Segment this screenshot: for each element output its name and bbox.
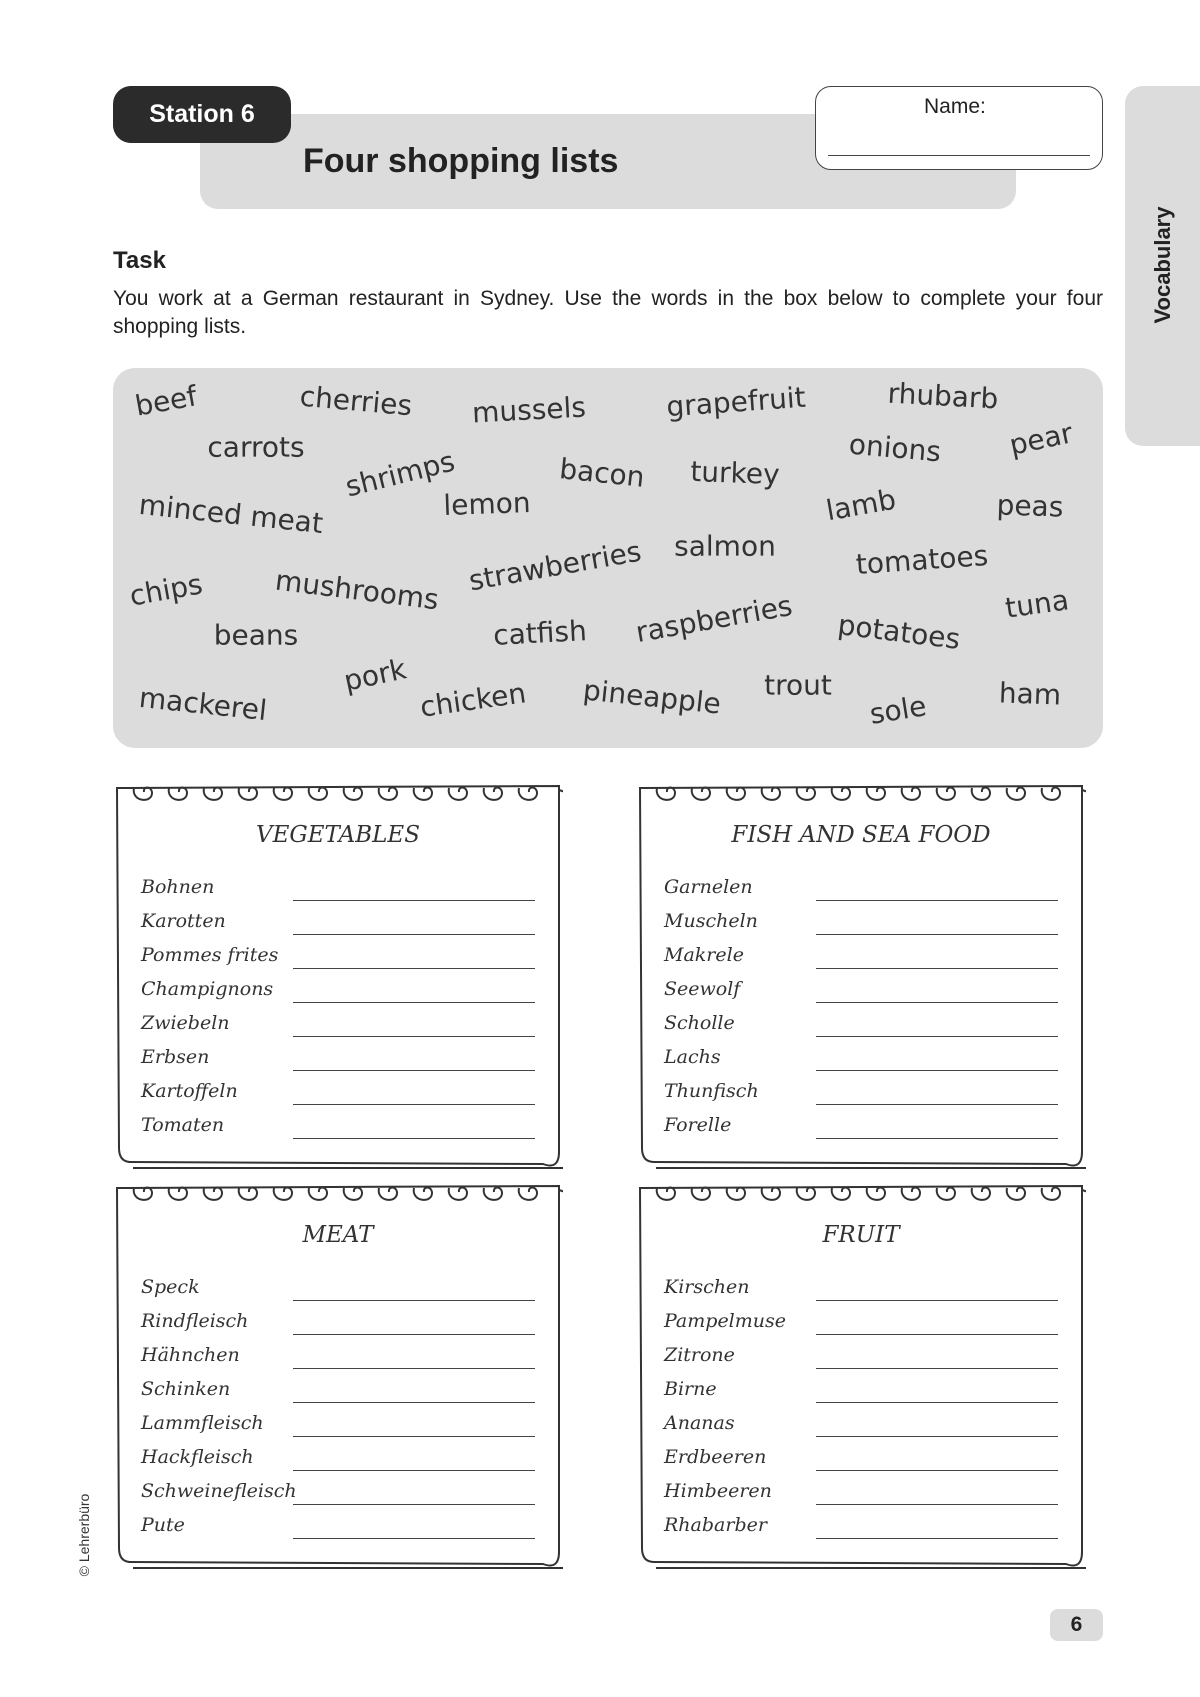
answer-line[interactable] <box>293 1504 535 1505</box>
answer-line[interactable] <box>816 1538 1058 1539</box>
list-word: Schweinefleisch <box>141 1480 297 1502</box>
word-item: mussels <box>471 390 587 430</box>
list-row[interactable] <box>141 978 535 1008</box>
word-item: shrimps <box>342 444 458 504</box>
answer-line[interactable] <box>816 1104 1058 1105</box>
list-word: Makrele <box>664 944 744 966</box>
word-item: onions <box>847 427 943 469</box>
list-row[interactable] <box>664 1080 1058 1110</box>
list-word: Seewolf <box>664 978 741 1000</box>
list-word: Kartoffeln <box>141 1080 238 1102</box>
word-item: strawberries <box>466 534 644 598</box>
list-row[interactable] <box>664 944 1058 974</box>
list-row[interactable] <box>664 1480 1058 1510</box>
answer-line[interactable] <box>293 1538 535 1539</box>
word-item: carrots <box>207 430 305 464</box>
list-word: Pute <box>141 1514 185 1536</box>
answer-line[interactable] <box>816 1334 1058 1335</box>
list-word: Lammfleisch <box>141 1412 264 1434</box>
word-item: tomatoes <box>854 538 990 582</box>
list-word: Bohnen <box>141 876 215 898</box>
task-heading: Task <box>113 247 166 274</box>
list-word: Hähnchen <box>141 1344 240 1366</box>
list-word: Karotten <box>141 910 226 932</box>
word-item: turkey <box>689 454 781 492</box>
list-row[interactable] <box>141 1480 535 1510</box>
list-row[interactable] <box>141 1080 535 1110</box>
list-row[interactable] <box>664 1412 1058 1442</box>
answer-line[interactable] <box>293 1036 535 1037</box>
list-word: Lachs <box>664 1046 721 1068</box>
list-row[interactable] <box>664 1114 1058 1144</box>
list-row[interactable] <box>141 1276 535 1306</box>
list-title: MEAT <box>302 1222 374 1248</box>
task-text: You work at a German restaurant in Sydney. Use the words in the box below to complete your four shopping lists. <box>113 287 1103 338</box>
list-card-fruit <box>636 1180 1086 1570</box>
word-item: grapefruit <box>665 380 807 424</box>
word-item: cherries <box>298 379 414 423</box>
list-row[interactable] <box>664 1378 1058 1408</box>
list-row[interactable] <box>141 944 535 974</box>
answer-line[interactable] <box>816 1402 1058 1403</box>
list-word: Pampelmuse <box>664 1310 787 1332</box>
list-row[interactable] <box>664 978 1058 1008</box>
answer-line[interactable] <box>816 1002 1058 1003</box>
word-item: peas <box>996 488 1064 524</box>
word-item: bacon <box>557 452 647 494</box>
list-row[interactable] <box>664 1046 1058 1076</box>
list-card-vegetables <box>113 780 563 1170</box>
list-row[interactable] <box>664 1344 1058 1374</box>
word-item: raspberries <box>633 589 795 649</box>
list-word: Pommes frites <box>141 944 279 966</box>
name-box[interactable] <box>815 86 1103 170</box>
word-item: rhubarb <box>886 376 1000 416</box>
answer-line[interactable] <box>816 1436 1058 1437</box>
list-word: Tomaten <box>141 1114 225 1136</box>
list-row[interactable] <box>664 876 1058 906</box>
answer-line[interactable] <box>816 1368 1058 1369</box>
list-word: Hackfleisch <box>141 1446 254 1468</box>
list-row[interactable] <box>664 1310 1058 1340</box>
list-word: Garnelen <box>664 876 753 898</box>
answer-line[interactable] <box>293 1470 535 1471</box>
name-line[interactable] <box>828 155 1090 156</box>
answer-line[interactable] <box>293 1300 535 1301</box>
word-box <box>113 368 1103 748</box>
word-item: pear <box>1006 416 1076 462</box>
word-item: tuna <box>1003 583 1071 625</box>
answer-line[interactable] <box>293 1138 535 1139</box>
answer-line[interactable] <box>816 900 1058 901</box>
list-word: Muscheln <box>664 910 758 932</box>
list-row[interactable] <box>664 1012 1058 1042</box>
answer-line[interactable] <box>816 1470 1058 1471</box>
list-word: Scholle <box>664 1012 735 1034</box>
list-row[interactable] <box>141 1046 535 1076</box>
word-item: pork <box>340 652 410 698</box>
list-word: Erdbeeren <box>664 1446 767 1468</box>
answer-line[interactable] <box>816 1036 1058 1037</box>
answer-line[interactable] <box>816 1504 1058 1505</box>
list-row[interactable] <box>141 1310 535 1340</box>
answer-line[interactable] <box>293 1368 535 1369</box>
list-word: Birne <box>664 1378 717 1400</box>
list-word: Rhabarber <box>664 1514 767 1536</box>
list-row[interactable] <box>141 1378 535 1408</box>
list-card-fish <box>636 780 1086 1170</box>
answer-line[interactable] <box>816 1138 1058 1139</box>
word-item: ham <box>998 676 1062 712</box>
word-item: lemon <box>442 485 532 523</box>
list-row[interactable] <box>664 1446 1058 1476</box>
answer-line[interactable] <box>293 1402 535 1403</box>
answer-line[interactable] <box>293 1070 535 1071</box>
word-item: sole <box>867 689 929 731</box>
answer-line[interactable] <box>293 900 535 901</box>
list-word: Speck <box>141 1276 200 1298</box>
page-title: Four shopping lists <box>303 142 619 180</box>
list-row[interactable] <box>141 1114 535 1144</box>
answer-line[interactable] <box>293 1002 535 1003</box>
answer-line[interactable] <box>816 934 1058 935</box>
list-word: Kirschen <box>664 1276 750 1298</box>
name-label: Name: <box>924 95 986 118</box>
answer-line[interactable] <box>293 1104 535 1105</box>
list-word: Erbsen <box>141 1046 210 1068</box>
list-word: Zwiebeln <box>141 1012 230 1034</box>
word-item: beans <box>213 618 299 652</box>
station-badge: Station 6 <box>113 86 291 143</box>
list-word: Himbeeren <box>664 1480 772 1502</box>
word-item: beef <box>132 379 200 423</box>
word-item: minced meat <box>137 487 325 541</box>
answer-line[interactable] <box>816 968 1058 969</box>
list-row[interactable] <box>141 1344 535 1374</box>
list-title: FRUIT <box>822 1222 900 1248</box>
word-item: chips <box>127 567 205 613</box>
copyright: © Lehrerbüro <box>76 1493 92 1577</box>
list-row[interactable] <box>141 876 535 906</box>
list-row[interactable] <box>141 1446 535 1476</box>
answer-line[interactable] <box>293 1436 535 1437</box>
word-item: lamb <box>823 482 899 528</box>
list-word: Champignons <box>141 978 274 1000</box>
word-item: mackerel <box>137 680 269 728</box>
list-word: Forelle <box>664 1114 732 1136</box>
word-item: salmon <box>674 529 776 563</box>
list-row[interactable] <box>141 1012 535 1042</box>
list-row[interactable] <box>141 910 535 940</box>
page-number: 6 <box>1050 1609 1103 1641</box>
answer-line[interactable] <box>293 934 535 935</box>
list-row[interactable] <box>141 1514 535 1544</box>
list-word: Ananas <box>664 1412 735 1434</box>
answer-line[interactable] <box>816 1070 1058 1071</box>
word-item: chicken <box>417 676 529 724</box>
list-title: FISH AND SEA FOOD <box>731 822 991 848</box>
list-word: Zitrone <box>664 1344 735 1366</box>
word-item: catfish <box>492 614 588 652</box>
list-row[interactable] <box>141 1412 535 1442</box>
list-row[interactable] <box>664 1276 1058 1306</box>
word-item: potatoes <box>835 608 963 656</box>
list-word: Schinken <box>141 1378 231 1400</box>
list-word: Rindfleisch <box>141 1310 249 1332</box>
list-row[interactable] <box>664 1514 1058 1544</box>
word-item: pineapple <box>581 673 723 721</box>
answer-line[interactable] <box>293 968 535 969</box>
word-item: mushrooms <box>273 563 441 617</box>
answer-line[interactable] <box>293 1334 535 1335</box>
word-item: trout <box>764 668 832 702</box>
list-card-meat <box>113 1180 563 1570</box>
list-title: VEGETABLES <box>256 822 420 848</box>
list-word: Thunfisch <box>664 1080 759 1102</box>
list-row[interactable] <box>664 910 1058 940</box>
answer-line[interactable] <box>816 1300 1058 1301</box>
side-tab-label: Vocabulary <box>1150 206 1175 324</box>
